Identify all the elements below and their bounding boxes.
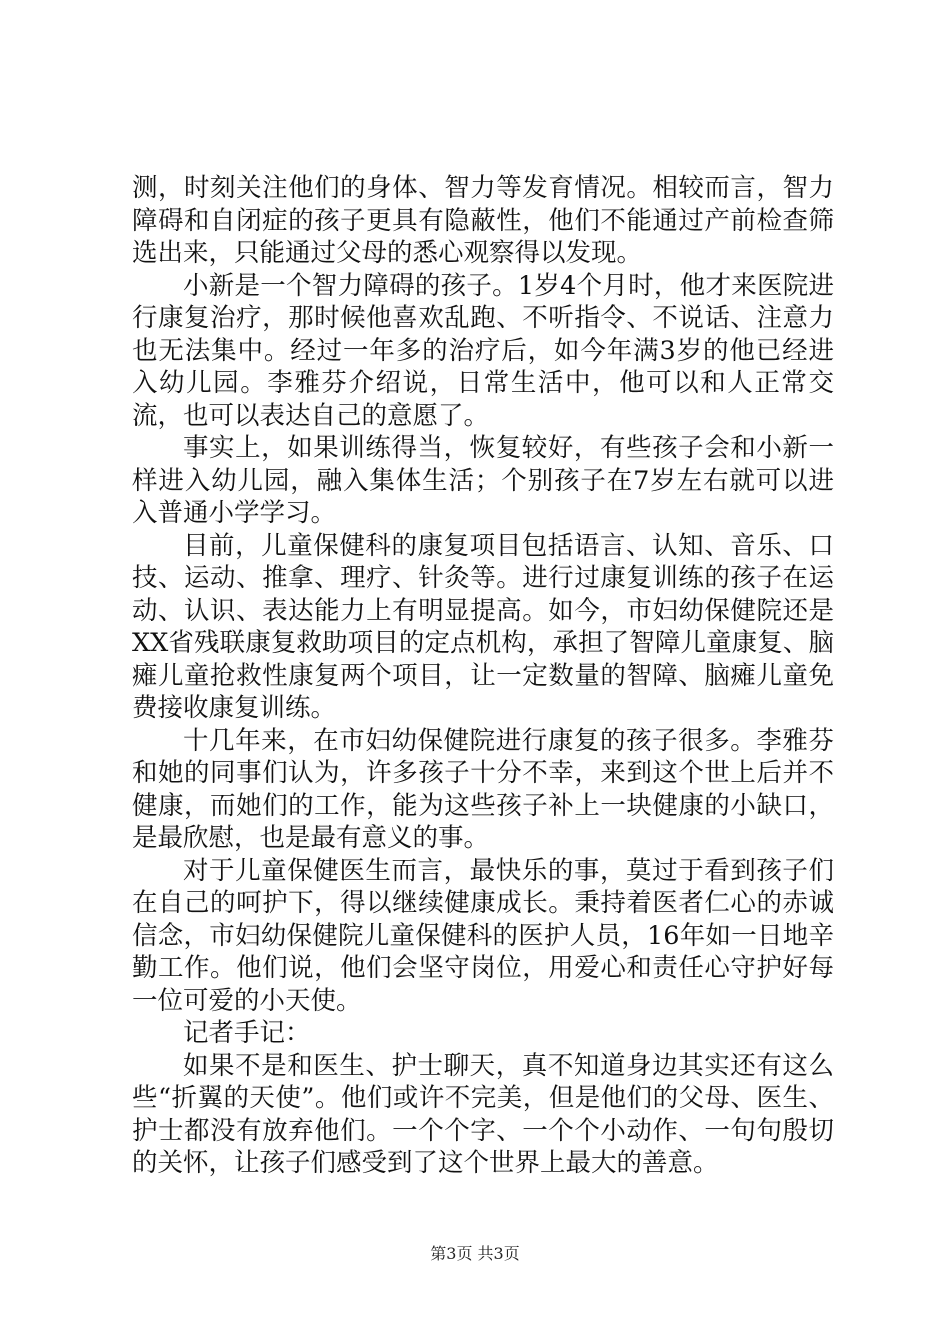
paragraph-3: 事实上，如果训练得当，恢复较好，有些孩子会和小新一样进入幼儿园，融入集体生活；个别孩子在7岁左右就可以进入普通小学学习。 — [132, 433, 834, 528]
paragraph-4: 目前，儿童保健科的康复项目包括语言、认知、音乐、口技、运动、推拿、理疗、针灸等。进行过康复训练的孩子在运动、认识、表达能力上有明显提高。如今，市妇幼保健院还是XX省残联康复救助项目的定点机构，承担了智障儿童康复、脑瘫儿童抢救性康复两个项目，让一定数量的智障、脑瘫儿童免费接收康复训练。 — [132, 530, 834, 723]
paragraph-8: 如果不是和医生、护士聊天，真不知道身边其实还有这么些“折翼的天使”。他们或许不完美，但是他们的父母、医生、护士都没有放弃他们。一个个字、一个个小动作、一句句殷切的关怀，让孩子们感受到了这个世界上最大的善意。 — [132, 1050, 834, 1178]
paragraph-6: 对于儿童保健医生而言，最快乐的事，莫过于看到孩子们在自己的呵护下，得以继续健康成长。秉持着医者仁心的赤诚信念，市妇幼保健院儿童保健科的医护人员，16年如一日地辛勤工作。他们说，他们会坚守岗位，用爱心和责任心守护好每一位可爱的小天使。 — [132, 855, 834, 1016]
paragraph-7-reporter-note-heading: 记者手记： — [183, 1018, 311, 1048]
paragraph-1: 测，时刻关注他们的身体、智力等发育情况。相较而言，智力障碍和自闭症的孩子更具有隐蔽性，他们不能通过产前检查筛选出来，只能通过父母的悉心观察得以发现。 — [132, 173, 834, 268]
paragraph-5: 十几年来，在市妇幼保健院进行康复的孩子很多。李雅芬和她的同事们认为，许多孩子十分不幸，来到这个世上后并不健康，而她们的工作，能为这些孩子补上一块健康的小缺口，是最欣慰，也是最有意义的事。 — [132, 725, 834, 853]
paragraph-2: 小新是一个智力障碍的孩子。1岁4个月时，他才来医院进行康复治疗，那时候他喜欢乱跑、不听指令、不说话、注意力也无法集中。经过一年多的治疗后，如今年满3岁的他已经进入幼儿园。李雅芬介绍说，日常生活中，他可以和人正常交流，也可以表达自己的意愿了。 — [132, 270, 834, 431]
page-footer: 第3页 共3页 — [430, 1244, 520, 1263]
document-body — [132, 172, 834, 1180]
